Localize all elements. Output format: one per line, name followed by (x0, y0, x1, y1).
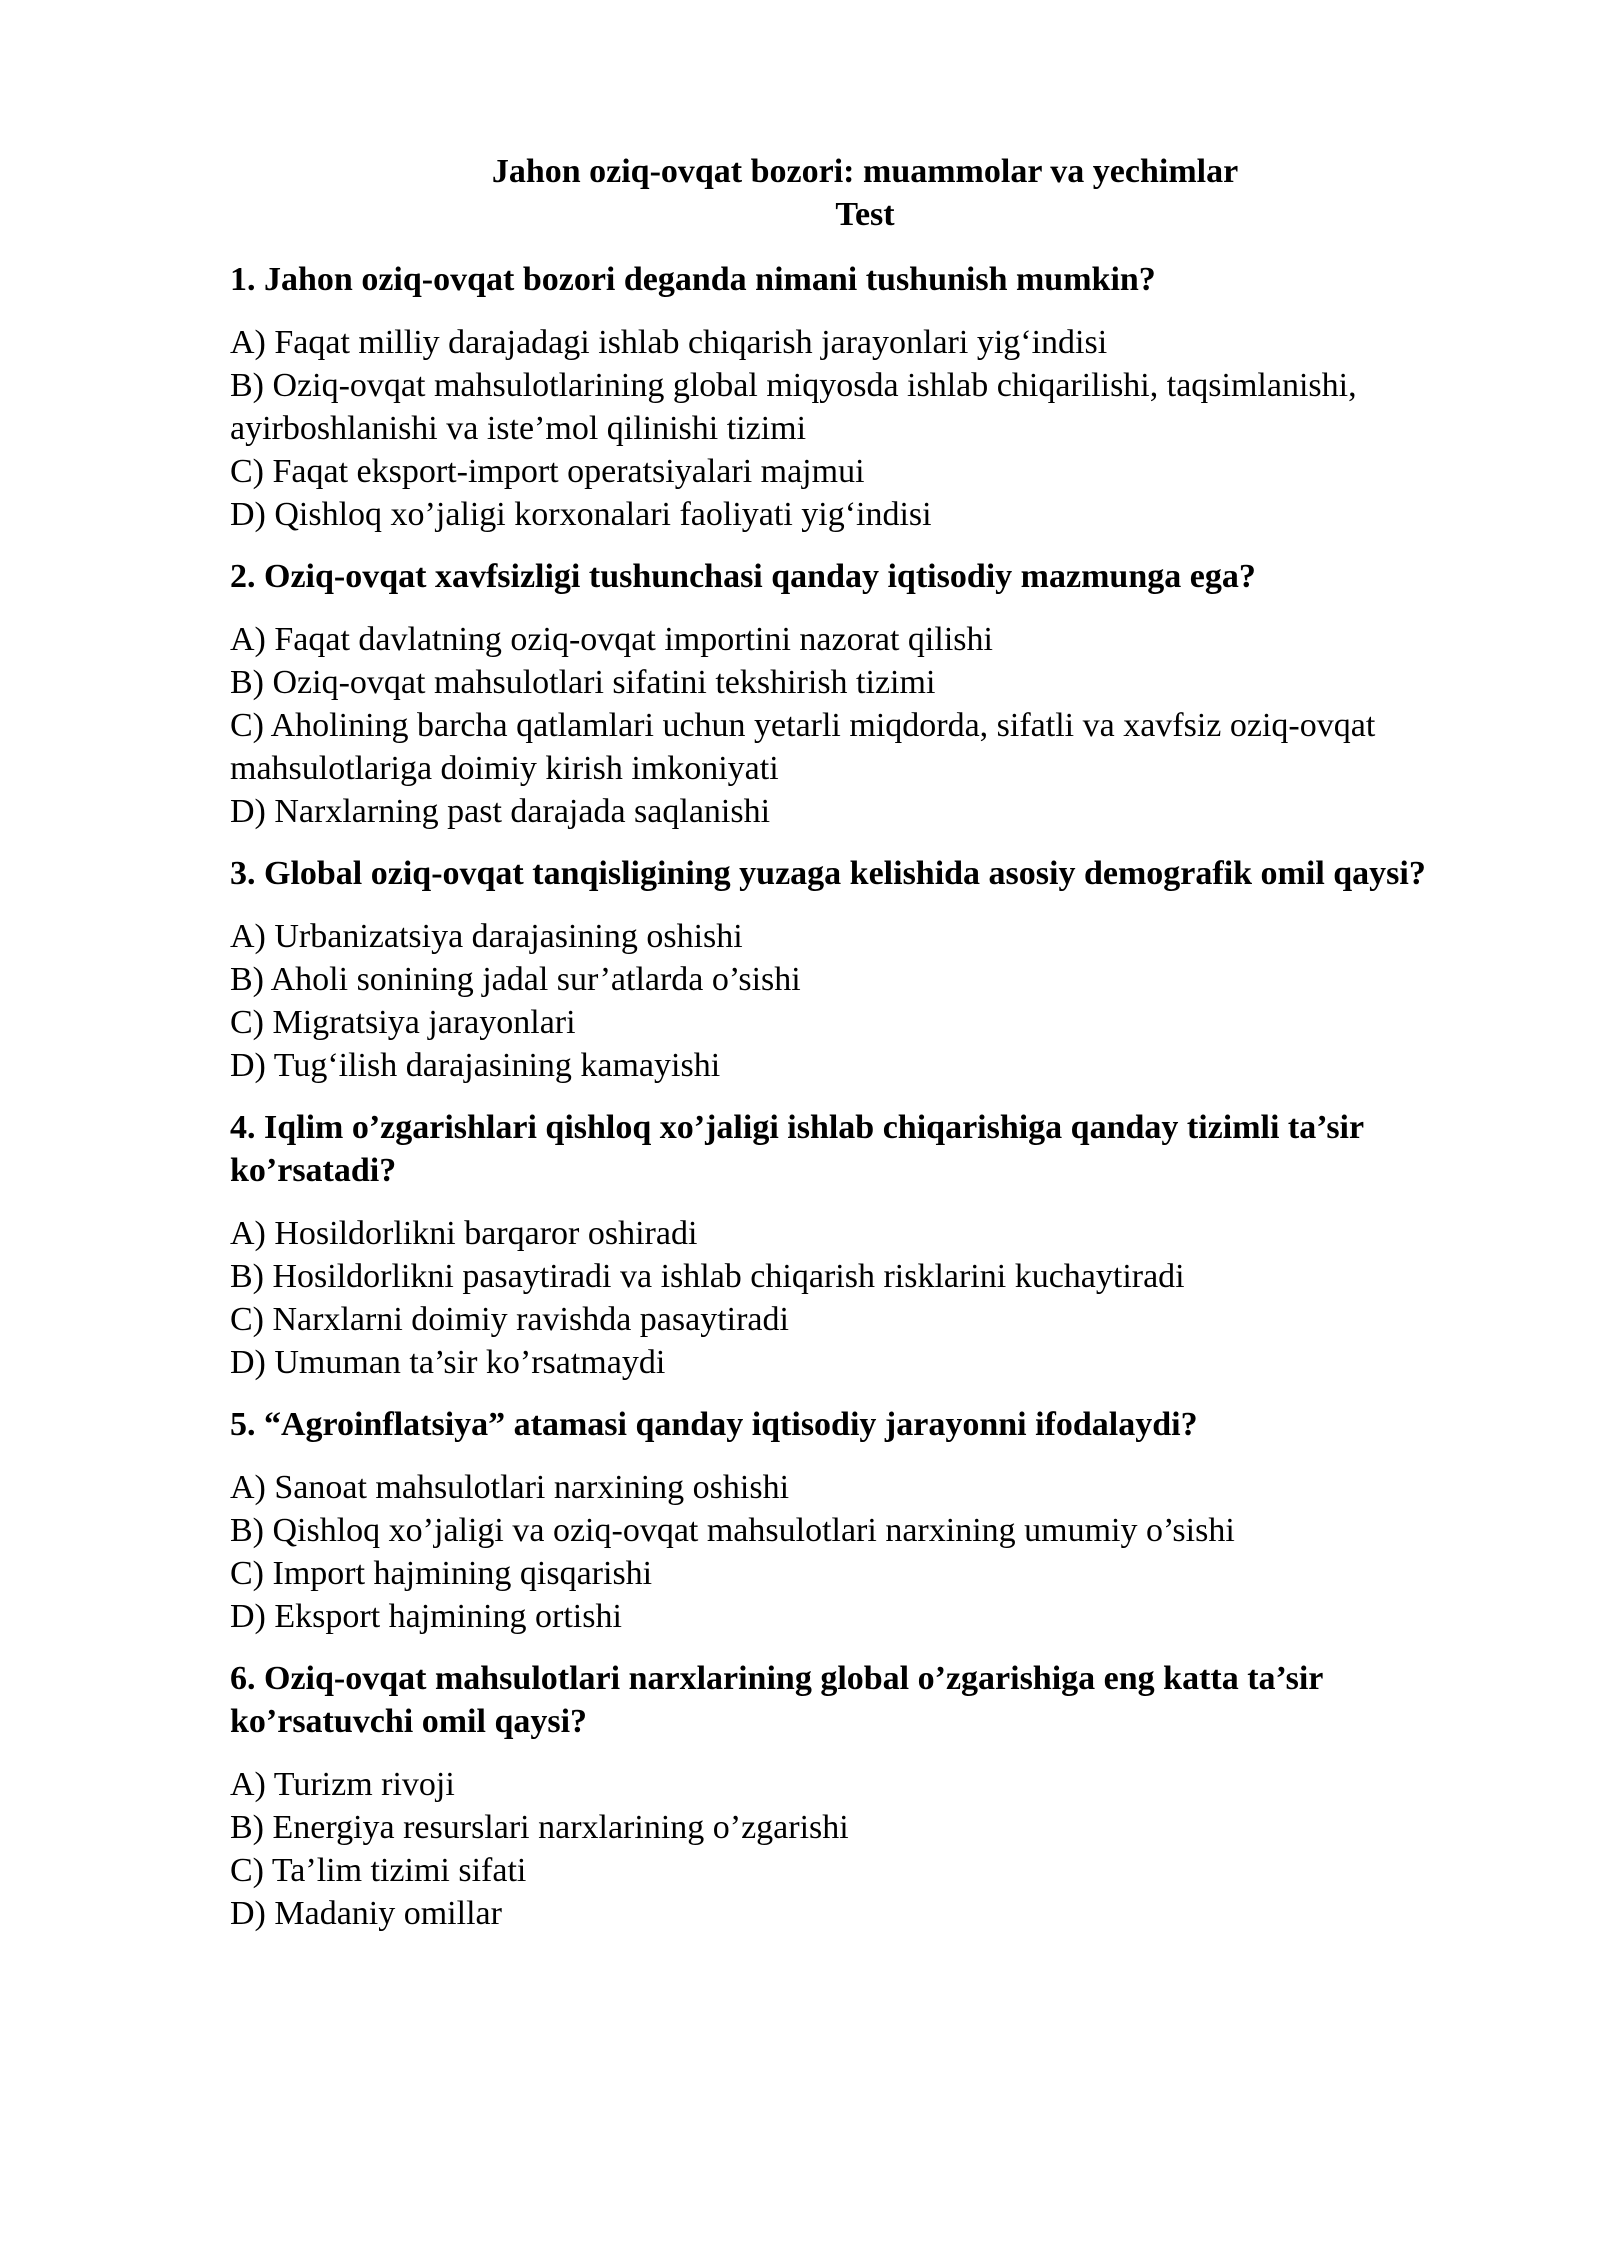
answer-option-b: B) Qishloq xo’jaligi va oziq-ovqat mahsulotlari narxining umumiy o’sishi (230, 1512, 1235, 1549)
question-5 (230, 1403, 1500, 1638)
answer-option-d: D) Tug‘ilish darajasining kamayishi (230, 1047, 721, 1084)
answer-option-d: D) Qishloq xo’jaligi korxonalari faoliyati yig‘indisi (230, 496, 932, 533)
answer-option-a: A) Hosildorlikni barqaror oshiradi (230, 1215, 698, 1252)
answer-option-c: C) Faqat eksport-import operatsiyalari majmui (230, 453, 865, 490)
question-text: 5. “Agroinflatsiya” atamasi qanday iqtisodiy jarayonni ifodalaydi? (230, 1406, 1198, 1443)
answer-options (230, 1212, 1500, 1384)
answer-option-c: C) Ta’lim tizimi sifati (230, 1852, 527, 1889)
answer-option-a: A) Urbanizatsiya darajasining oshishi (230, 918, 743, 955)
answer-option-b: B) Oziq-ovqat mahsulotlarining global miqyosda ishlab chiqarilishi, taqsimlanishi, ayirboshlanishi va iste’mol qilinishi tizimi (230, 367, 1357, 447)
question-text: 4. Iqlim o’zgarishlari qishloq xo’jaligi ishlab chiqarishiga qanday tizimli ta’sir ko’rsatadi? (230, 1109, 1364, 1189)
answer-options (230, 1466, 1500, 1638)
answer-option-a: A) Turizm rivoji (230, 1766, 455, 1803)
question-text: 6. Oziq-ovqat mahsulotlari narxlarining global o’zgarishiga eng katta ta’sir ko’rsatuvchi omil qaysi? (230, 1660, 1323, 1740)
answer-option-c: C) Import hajmining qisqarishi (230, 1555, 653, 1592)
answer-option-d: D) Madaniy omillar (230, 1895, 502, 1932)
question-text: 3. Global oziq-ovqat tanqisligining yuzaga kelishida asosiy demografik omil qaysi? (230, 855, 1426, 892)
question-2 (230, 555, 1500, 833)
document-subtitle: Test (835, 196, 895, 233)
answer-option-c: C) Narxlarni doimiy ravishda pasaytiradi (230, 1301, 789, 1338)
title-block (230, 150, 1500, 236)
answer-option-b: B) Energiya resurslari narxlarining o’zgarishi (230, 1809, 849, 1846)
answer-options (230, 321, 1500, 536)
answer-option-b: B) Aholi sonining jadal sur’atlarda o’sishi (230, 961, 801, 998)
answer-option-c: C) Migratsiya jarayonlari (230, 1004, 576, 1041)
document-page (230, 150, 1500, 1954)
answer-options (230, 1763, 1500, 1935)
answer-option-d: D) Umuman ta’sir ko’rsatmaydi (230, 1344, 666, 1381)
question-3 (230, 852, 1500, 1087)
question-4 (230, 1106, 1500, 1384)
answer-option-a: A) Sanoat mahsulotlari narxining oshishi (230, 1469, 790, 1506)
answer-option-b: B) Hosildorlikni pasaytiradi va ishlab chiqarish risklarini kuchaytiradi (230, 1258, 1185, 1295)
question-text: 2. Oziq-ovqat xavfsizligi tushunchasi qanday iqtisodiy mazmunga ega? (230, 558, 1256, 595)
answer-option-a: A) Faqat davlatning oziq-ovqat importini nazorat qilishi (230, 621, 993, 658)
answer-options (230, 618, 1500, 833)
answer-option-d: D) Eksport hajmining ortishi (230, 1598, 622, 1635)
document-title: Jahon oziq-ovqat bozori: muammolar va yechimlar (491, 153, 1239, 190)
answer-option-b: B) Oziq-ovqat mahsulotlari sifatini tekshirish tizimi (230, 664, 936, 701)
question-1 (230, 258, 1500, 536)
answer-options (230, 915, 1500, 1087)
question-6 (230, 1657, 1500, 1935)
answer-option-d: D) Narxlarning past darajada saqlanishi (230, 793, 771, 830)
question-text: 1. Jahon oziq-ovqat bozori deganda nimani tushunish mumkin? (230, 261, 1156, 298)
answer-option-a: A) Faqat milliy darajadagi ishlab chiqarish jarayonlari yig‘indisi (230, 324, 1108, 361)
answer-option-c: C) Aholining barcha qatlamlari uchun yetarli miqdorda, sifatli va xavfsiz oziq-ovqat mahsulotlariga doimiy kirish imkoniyati (230, 707, 1376, 787)
